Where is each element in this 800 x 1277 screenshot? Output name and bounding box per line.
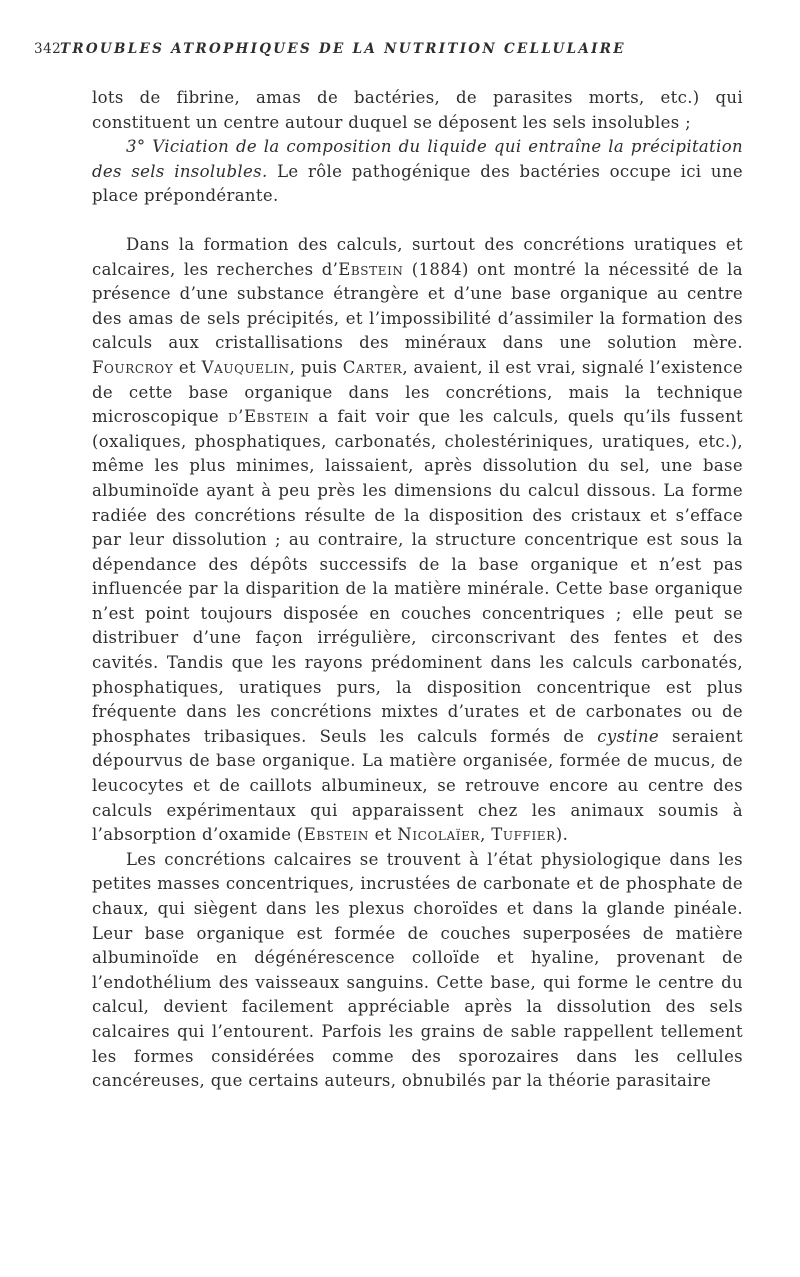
paragraph-3-text-e: , avaient, il est vrai, signalé l’existence de cette base organique dans les concrétions, mais la technique microscopique: [92, 357, 743, 427]
paragraph-3-text-d: , puis: [289, 357, 343, 377]
paragraph-1-text: lots de fibrine, amas de bactéries, de parasites morts, etc.) qui constituent un centre autour duquel se déposent les sels insolubles ;: [92, 88, 743, 132]
paragraph-3-text-j: ).: [555, 825, 569, 845]
paragraph-3-text-h: et: [369, 825, 398, 845]
author-fourcroy: Fourcroy: [92, 357, 174, 377]
paragraph-1: [92, 86, 743, 135]
paragraph-4: [92, 848, 743, 1094]
author-tuffier: Tuffier: [491, 825, 556, 845]
paragraph-3: [92, 233, 743, 848]
paragraph-3-text-g: seraient dépourvus de base organique. La matière organisée, formée de mucus, de leucocytes et de caillots albumineux, se retrouve encore au centre des calculs expérimentaux qui apparaissent chez les animaux soumis à l’absorption d’oxamide (: [92, 726, 743, 845]
paragraph-4-text: Les concrétions calcaires se trouvent à l’état physiologique dans les petites masses concentriques, incrustées de carbonate et de phosphate de chaux, qui siègent dans les plexus choroïdes et dans la glande pinéale. Leur base organique est formée de couches superposées de matière albuminoïde en dégénérescence colloïde et hyaline, provenant de l’endothélium des vaisseaux sanguins. Cette base, qui forme le centre du calcul, devient facilement appréciable après la dissolution des sels calcaires qui l’entourent. Parfois les grains de sable rappellent tellement les formes considérées comme des sporozaires dans les cellules cancéreuses, que certains auteurs, obnubilés par la théorie parasitaire: [92, 849, 743, 1091]
author-ebstein-2: Ebstein: [303, 825, 369, 845]
author-debstein: d’Ebstein: [227, 407, 310, 427]
page-body: [92, 86, 743, 1094]
paragraph-3-text-f: a fait voir que les calculs, quels qu’ils fussent (oxaliques, phosphatiques, carbonatés, cholestériniques, uratiques, etc.), même les plus minimes, laissaient, après dissolution du sel, une base albuminoïde ayant à peu près les dimensions du calcul dissous. La forme radiée des concrétions résulte de la disposition des cristaux et s’efface par leur dissolution ; au contraire, la structure concentrique est sous la dépendance des dépôts successifs de la base organique et n’est pas influencée par la disparition de la matière minérale. Cette base organique n’est point toujours disposée en couches concentriques ; elle peut se distribuer d’une façon irrégulière, circonscrivant des fentes et des cavités. Tandis que les rayons prédominent dans les calculs carbonatés, phosphatiques, uratiques purs, la disposition concentrique est plus fréquente dans les concrétions mixtes d’urates et de carbonates ou de phosphates tribasiques. Seuls les calculs formés de: [92, 407, 743, 746]
author-nicolaier: Nicolaïer: [397, 825, 481, 845]
running-header: [34, 41, 740, 59]
paragraph-2-text: Le rôle pathogénique des bactéries occupe ici une place prépondérante.: [92, 161, 743, 206]
paragraph-3-text-c: et: [173, 357, 202, 377]
page-number: 342: [34, 41, 62, 57]
term-cystine: cystine: [597, 726, 660, 746]
author-carter: Carter: [342, 357, 403, 377]
paragraph-3-text-b: (1884) ont montré la nécessité de la présence d’une substance étrangère et d’une base organique au centre des amas de sels précipités, et l’impossibilité d’assimiler la formation des calculs aux cristallisations des minéraux dans une solution mère.: [92, 259, 743, 353]
running-title: TROUBLES ATROPHIQUES DE LA NUTRITION CELLULAIRE: [60, 41, 626, 57]
paragraph-2-heading: 3° Viciation de la composition du liquide qui entraîne la précipitation des sels insolubles.: [92, 137, 743, 181]
paragraph-3-text-a: Dans la formation des calculs, surtout des concrétions uratiques et calcaires, les recherches d’: [92, 234, 743, 279]
paragraph-3-text-i: ,: [480, 825, 492, 845]
author-ebstein: Ebstein: [338, 259, 404, 279]
author-vauquelin: Vauquelin: [201, 357, 290, 377]
paragraph-2: [92, 135, 743, 209]
